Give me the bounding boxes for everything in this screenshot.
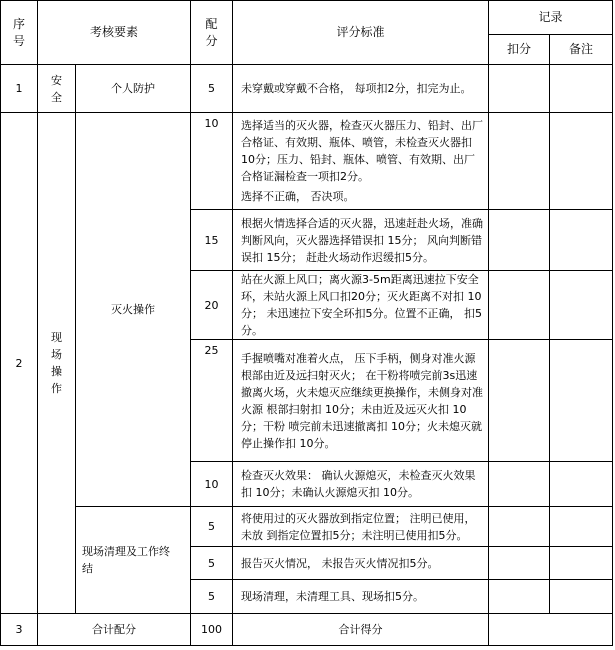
row2a-criteria (233, 113, 489, 210)
row2e-remark-cell[interactable] (550, 462, 613, 507)
row2d-points: 25 (191, 340, 233, 462)
row2d-remark-cell[interactable] (550, 340, 613, 462)
row2h-criteria: 现场清理，未清理工具、现场扣5分。 (233, 580, 489, 614)
row1-points: 5 (191, 65, 233, 113)
row2a-criteria-extra: 选择不正确， 否决项。 (241, 190, 355, 203)
row2a-deduct-cell[interactable] (489, 113, 550, 210)
row2c-criteria: 站在火源上风口；离火源3-5m距离迅速拉下安全环，未站火源上风口扣20分；灭火距离不对扣 10分； 未迅速拉下安全环扣5分。位置不正确， 扣5分。 (233, 271, 489, 340)
row2c-points: 20 (191, 271, 233, 340)
row2g-criteria: 报告灭火情况， 未报告灭火情况扣5分。 (233, 547, 489, 580)
header-criteria: 评分标准 (233, 1, 489, 65)
row2a-criteria-main: 选择适当的灭火器，检查灭火器压力、铅封、出厂合格证、有效期、瓶体、喷管，未检查灭火器扣 10分；压力、铅封、瓶体、喷管、有效期、出厂合格证漏检查一项扣2分。 (241, 119, 484, 183)
row2b-points: 15 (191, 210, 233, 271)
row2f-points: 5 (191, 507, 233, 547)
total-score-cell[interactable] (489, 614, 613, 646)
total-points-value: 100 (191, 614, 233, 646)
row1-category: 安全 (38, 65, 76, 113)
row2b-remark-cell[interactable] (550, 210, 613, 271)
row1-criteria: 未穿戴或穿戴不合格， 每项扣2分，扣完为止。 (233, 65, 489, 113)
row2a-points: 10 (191, 113, 233, 210)
total-score-label: 合计得分 (233, 614, 489, 646)
row2e-criteria: 检查灭火效果： 确认火源熄灭，未检查灭火效果扣 10分；未确认火源熄灭扣 10分。 (233, 462, 489, 507)
row2e-points: 10 (191, 462, 233, 507)
row1-remark-cell[interactable] (550, 65, 613, 113)
row2h-remark-cell[interactable] (550, 580, 613, 614)
row2f-remark-cell[interactable] (550, 507, 613, 547)
header-deduct: 扣分 (489, 35, 550, 65)
header-remark: 备注 (550, 35, 613, 65)
row1-seq: 1 (1, 65, 38, 113)
row1-item: 个人防护 (76, 65, 191, 113)
row2g-deduct-cell[interactable] (489, 547, 550, 580)
row2h-points: 5 (191, 580, 233, 614)
total-points-label: 合计配分 (38, 614, 191, 646)
header-points: 配分 (191, 1, 233, 65)
row3-seq: 3 (1, 614, 38, 646)
row2f-criteria: 将使用过的灭火器放到指定位置； 注明已使用，未放 到指定位置扣5分；未注明已使用扣5分。 (233, 507, 489, 547)
row2g-points: 5 (191, 547, 233, 580)
row2c-deduct-cell[interactable] (489, 271, 550, 340)
row2-seq: 2 (1, 113, 38, 614)
header-record: 记录 (489, 1, 613, 35)
row2g-remark-cell[interactable] (550, 547, 613, 580)
row2e-deduct-cell[interactable] (489, 462, 550, 507)
header-elements: 考核要素 (38, 1, 191, 65)
row2a-remark-cell[interactable] (550, 113, 613, 210)
row2d-criteria: 手握喷嘴对准着火点， 压下手柄，侧身对准火源根部由近及远扫射灭火； 在干粉将喷完前3s迅速撤离火场，火未熄灭应继续更换操作，未侧身对准火源 根部扫射扣 10分；未由近及远灭火扣 10分；干粉 喷完前未迅速撤离扣 10分；火未熄灭就停止操作扣 10分。 (233, 340, 489, 462)
row2d-deduct-cell[interactable] (489, 340, 550, 462)
row2b-deduct-cell[interactable] (489, 210, 550, 271)
row2b-criteria: 根据火情选择合适的灭火器，迅速赶赴火场，准确判断风向，灭火器选择错误扣 15分； 风向判断错误扣 15分； 赶赴火场动作迟缓扣5分。 (233, 210, 489, 271)
row2h-deduct-cell[interactable] (489, 580, 550, 614)
header-seq: 序号 (1, 1, 38, 65)
row2-category: 现场操作 (38, 113, 76, 614)
group-extinguish: 灭火操作 (76, 113, 191, 507)
group-cleanup: 现场清理及工作终结 (76, 507, 191, 614)
row1-deduct-cell[interactable] (489, 65, 550, 113)
row2f-deduct-cell[interactable] (489, 507, 550, 547)
row2c-remark-cell[interactable] (550, 271, 613, 340)
